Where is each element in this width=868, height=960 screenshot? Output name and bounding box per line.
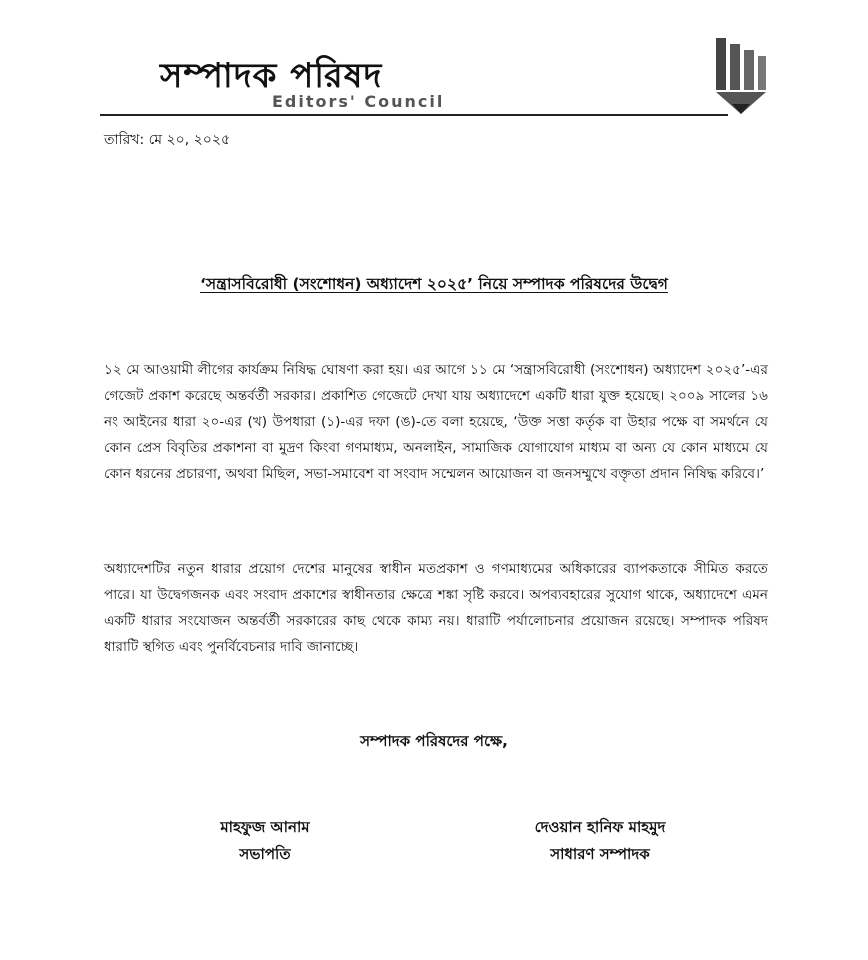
signatory-president: [200, 814, 330, 868]
signatory-general-secretary: [500, 814, 700, 868]
letter-date: তারিখ: মে ২০, ২০২৫: [104, 132, 231, 148]
letterhead: [0, 0, 868, 125]
body-paragraph-1: ১২ মে আওয়ামী লীগের কার্যক্রম নিষিদ্ধ ঘোষণা করা হয়। এর আগে ১১ মে ‘সন্ত্রাসবিরোধী (সংশোধন) অধ্যাদেশ ২০২৫’-এর গেজেট প্রকাশ করেছে অন্তর্বর্তী সরকার। প্রকাশিত গেজেটে দেখা যায় অধ্যাদেশে একটি ধারা যুক্ত হয়েছে। ২০০৯ সালের ১৬ নং আইনের ধারা ২০-এর (খ) উপধারা (১)-এর দফা (ঙ)-তে বলা হয়েছে, ‘উক্ত সত্তা কর্তৃক বা উহার পক্ষে বা সমর্থনে যে কোন প্রেস বিবৃতির প্রকাশনা বা মুদ্রণ কিংবা গণমাধ্যম, অনলাইন, সামাজিক যোগাযোগ মাধ্যম বা অন্য যে কোন মাধ্যমে যে কোন ধরনের প্রচারণা, অথবা মিছিল, সভা-সমাবেশ বা সংবাদ সম্মেলন আয়োজন বা জনসম্মুখে বক্তৃতা প্রদান নিষিদ্ধ করিবে।’: [104, 361, 768, 482]
org-name-bengali: সম্পাদক পরিষদ: [160, 56, 383, 96]
statement-headline: ‘সন্ত্রাসবিরোধী (সংশোধন) অধ্যাদেশ ২০২৫’ নিয়ে সম্পাদক পরিষদের উদ্বেগ: [200, 275, 668, 293]
signatory-name: মাহফুজ আনাম: [220, 818, 310, 836]
pencil-bars-logo-icon: [712, 34, 768, 118]
letterhead-rule: [100, 114, 728, 116]
org-name-english: Editors' Council: [272, 92, 445, 111]
signatory-title: সভাপতি: [239, 845, 291, 863]
signatory-title: সাধারণ সম্পাদক: [550, 845, 650, 863]
body-paragraph-2: অধ্যাদেশটির নতুন ধারার প্রয়োগ দেশের মানুষের স্বাধীন মতপ্রকাশ ও গণমাধ্যমের অধিকারের ব্যাপকতাকে সীমিত করতে পারে। যা উদ্বেগজনক এবং সংবাদ প্রকাশের স্বাধীনতার ক্ষেত্রে শঙ্কা সৃষ্টি করবে। অপব্যবহারের সুযোগ থাকে, অধ্যাদেশে এমন একটি ধারার সংযোজন অন্তর্বর্তী সরকারের কাছ থেকে কাম্য নয়। ধারাটি পর্যালোচনার প্রয়োজন রয়েছে। সম্পাদক পরিষদ ধারাটি স্থগিত এবং পুনর্বিবেচনার দাবি জানাচ্ছে।: [104, 560, 768, 655]
signatory-name: দেওয়ান হানিফ মাহমুদ: [534, 818, 666, 836]
closing-line: সম্পাদক পরিষদের পক্ষে,: [360, 732, 508, 750]
